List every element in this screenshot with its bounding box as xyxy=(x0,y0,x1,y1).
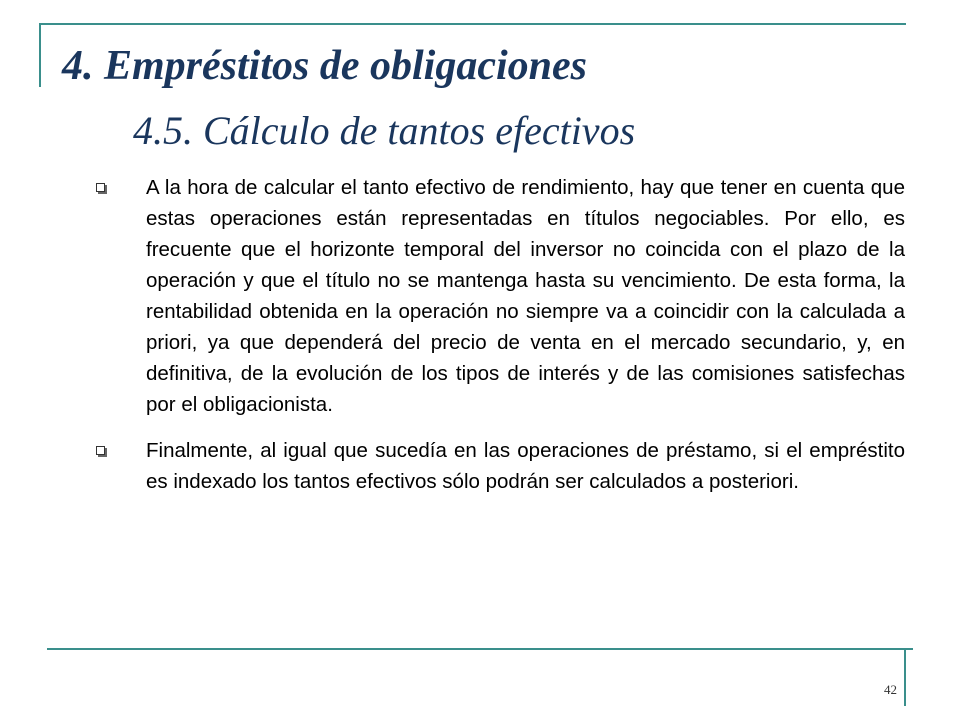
slide-subtitle: 4.5. Cálculo de tantos efectivos xyxy=(133,108,636,153)
bullet-item xyxy=(90,172,905,420)
bullet-item xyxy=(90,435,905,497)
page-number: 42 xyxy=(884,682,897,697)
left-divider-line xyxy=(39,23,41,87)
square-bullet-icon xyxy=(96,183,105,192)
top-divider-line xyxy=(40,23,906,25)
slide-title: 4. Empréstitos de obligaciones xyxy=(62,43,587,89)
bullet-text: Finalmente, al igual que sucedía en las operaciones de préstamo, si el empréstito es indexado los tantos efectivos sólo podrán ser calculados a posteriori. xyxy=(146,439,905,493)
bullet-text: A la hora de calcular el tanto efectivo de rendimiento, hay que tener en cuenta que estas operaciones están representadas en títulos negociables. Por ello, es frecuente que el horizonte temporal del inversor no coincida con el plazo de la operación y que el título no se mantenga hasta su vencimiento. De esta forma, la rentabilidad obtenida en la operación no siempre va a coincidir con la calculada a priori, ya que dependerá del precio de venta en el mercado secundario, y, en definitiva, de la evolución de los tipos de interés y de las comisiones satisfechas por el obligacionista. xyxy=(146,176,905,416)
bullet-list xyxy=(90,172,905,512)
right-divider-line xyxy=(904,648,906,706)
bottom-divider-line xyxy=(47,648,913,650)
square-bullet-icon xyxy=(96,446,105,455)
